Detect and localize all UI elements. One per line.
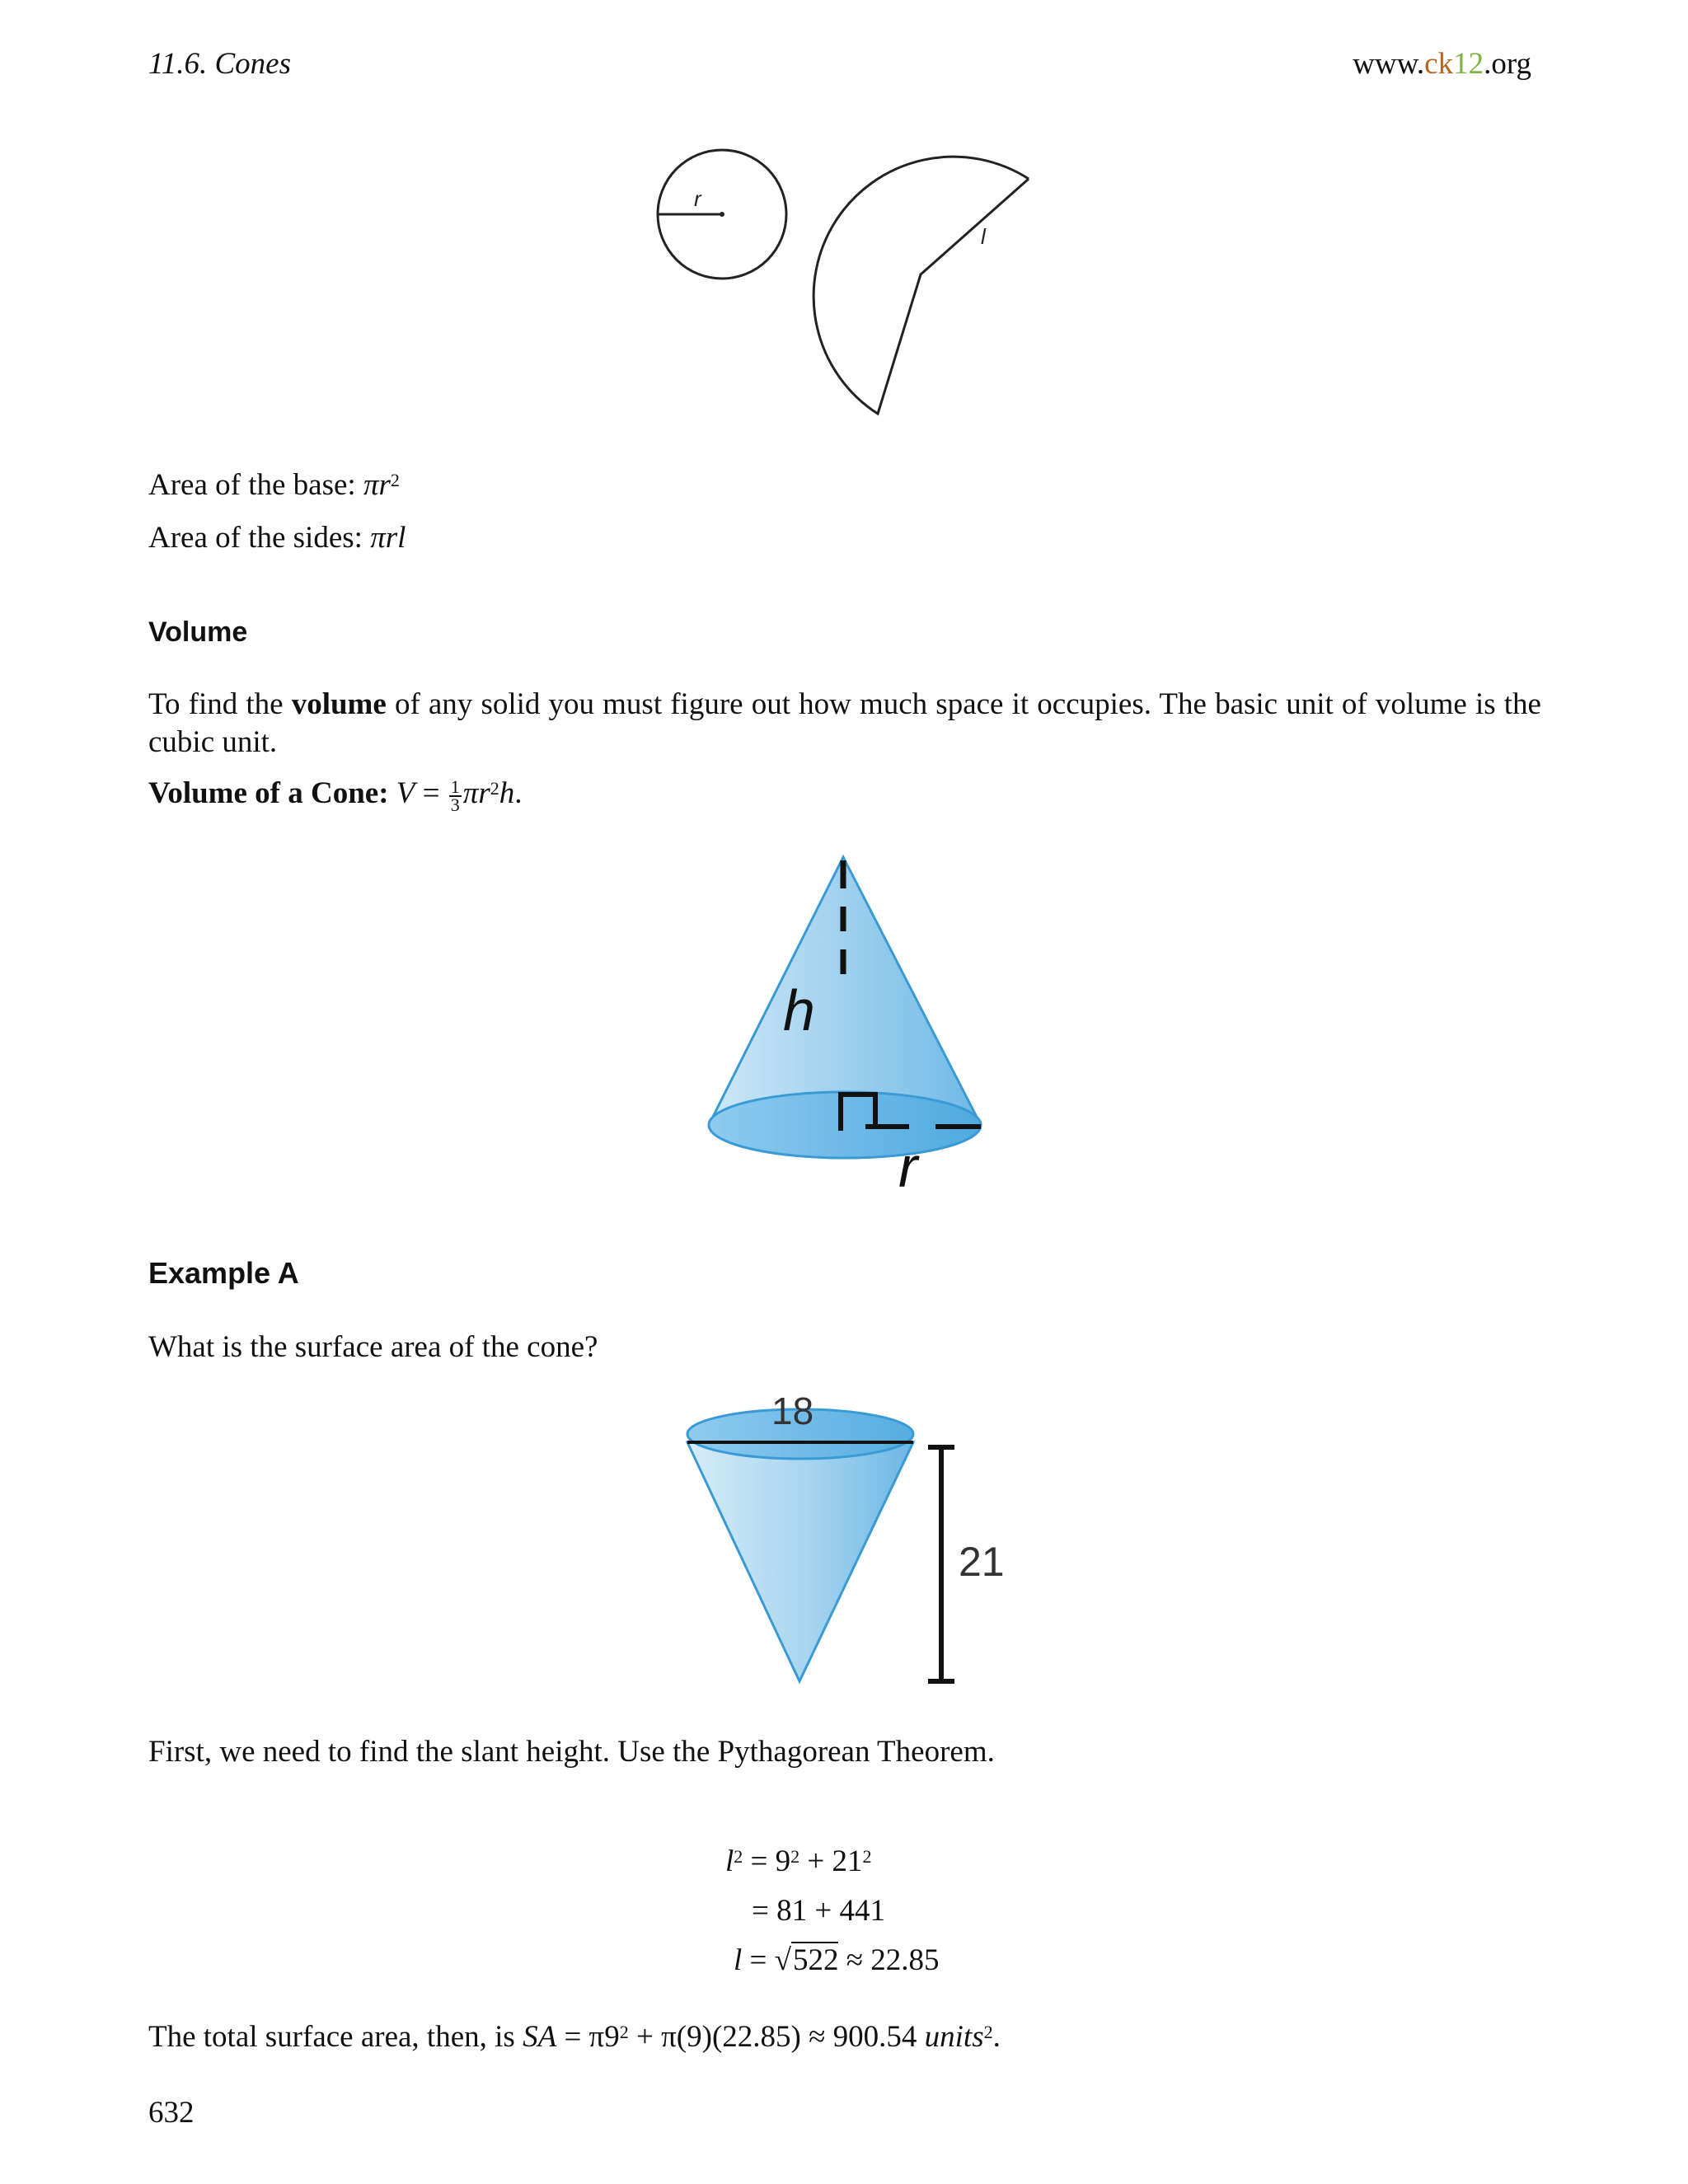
example-heading: Example A bbox=[148, 1256, 299, 1290]
volume-paragraph bbox=[148, 686, 1541, 762]
fraction-numerator: 1 bbox=[450, 776, 460, 797]
lateral-sector bbox=[814, 157, 1029, 414]
conclusion-line bbox=[148, 2018, 1001, 2056]
conclusion-exp: 2 bbox=[619, 2022, 629, 2042]
inverted-cone-figure bbox=[676, 1393, 1022, 1698]
diameter-label: 18 bbox=[771, 1393, 814, 1432]
conclusion-eq: = π9 bbox=[556, 2020, 620, 2054]
eq1-lhs-exp: 2 bbox=[734, 1846, 743, 1867]
site-prefix: www. bbox=[1353, 47, 1425, 81]
fraction-denominator: 3 bbox=[450, 794, 460, 815]
volume-end: . bbox=[514, 776, 523, 810]
eq1-lhs: l bbox=[725, 1844, 734, 1878]
volume-pi-r: πr bbox=[462, 776, 490, 810]
site-suffix: .org bbox=[1484, 47, 1531, 81]
cone-net-figure bbox=[643, 124, 1039, 429]
conclusion-end: . bbox=[992, 2020, 1001, 2054]
height-dimension-label: 21 bbox=[959, 1539, 1005, 1585]
eq1-rhs-a: = 9 bbox=[743, 1844, 791, 1878]
sqrt-radicand: 522 bbox=[792, 1943, 839, 1977]
conclusion-text: The total surface area, then, is bbox=[148, 2020, 523, 2054]
volume-heading: Volume bbox=[148, 616, 248, 648]
conclusion-units: units bbox=[924, 2020, 984, 2054]
step-one-text: First, we need to find the slant height. Use the Pythagorean Theorem. bbox=[148, 1735, 995, 1769]
volume-formula-label: Volume of a Cone: bbox=[148, 776, 389, 810]
height-label: h bbox=[783, 978, 815, 1043]
radius-label: r bbox=[898, 1135, 918, 1195]
sqrt-symbol: √ bbox=[774, 1943, 791, 1977]
equation-line-1 bbox=[725, 1843, 872, 1881]
eq1-rhs-b: + 21 bbox=[799, 1844, 863, 1878]
volume-h: h bbox=[499, 776, 515, 810]
volume-formula-line bbox=[148, 775, 522, 813]
site-12: 12 bbox=[1453, 47, 1484, 81]
upright-cone-figure bbox=[692, 849, 1006, 1195]
volume-para-part2: of any solid you must figure out how much space it occupies. The basic unit of volume is the cubic unit. bbox=[148, 687, 1541, 759]
net-slant-label: l bbox=[981, 224, 986, 249]
volume-eq: = bbox=[415, 776, 448, 810]
net-radius-label: r bbox=[694, 186, 701, 211]
eq3-approx: ≈ 22.85 bbox=[838, 1943, 940, 1977]
area-sides-label: Area of the sides: bbox=[148, 521, 371, 555]
volume-para-bold: volume bbox=[291, 687, 387, 721]
eq3-eq: = bbox=[742, 1943, 775, 1977]
example-question: What is the surface area of the cone? bbox=[148, 1330, 598, 1364]
equation-line-3 bbox=[734, 1942, 940, 1980]
area-base-line bbox=[148, 466, 400, 504]
site-link[interactable] bbox=[1353, 46, 1531, 82]
area-base-exp: 2 bbox=[390, 470, 400, 490]
equation-line-2: = 81 + 441 bbox=[752, 1894, 885, 1928]
eq1-exp-a: 2 bbox=[790, 1846, 800, 1867]
center-point bbox=[720, 212, 724, 217]
area-sides-line bbox=[148, 519, 406, 557]
conclusion-sa: SA bbox=[523, 2020, 557, 2054]
area-base-formula: πr bbox=[363, 468, 391, 502]
conclusion-rest: + π(9)(22.85) ≈ 900.54 bbox=[628, 2020, 925, 2054]
eq1-exp-b: 2 bbox=[862, 1846, 872, 1867]
eq3-lhs: l bbox=[734, 1943, 743, 1977]
one-third-fraction bbox=[449, 776, 462, 815]
section-title: 11.6. Cones bbox=[148, 47, 292, 81]
page-number: 632 bbox=[148, 2096, 195, 2130]
site-ck: ck bbox=[1424, 47, 1454, 81]
volume-exp: 2 bbox=[490, 778, 499, 799]
area-sides-formula: πrl bbox=[370, 521, 406, 555]
area-base-label: Area of the base: bbox=[148, 468, 363, 502]
volume-para-part1: To find the bbox=[148, 687, 292, 721]
volume-v: V bbox=[396, 776, 415, 810]
inverted-cone-body bbox=[687, 1442, 913, 1681]
conclusion-units-exp: 2 bbox=[983, 2022, 993, 2042]
